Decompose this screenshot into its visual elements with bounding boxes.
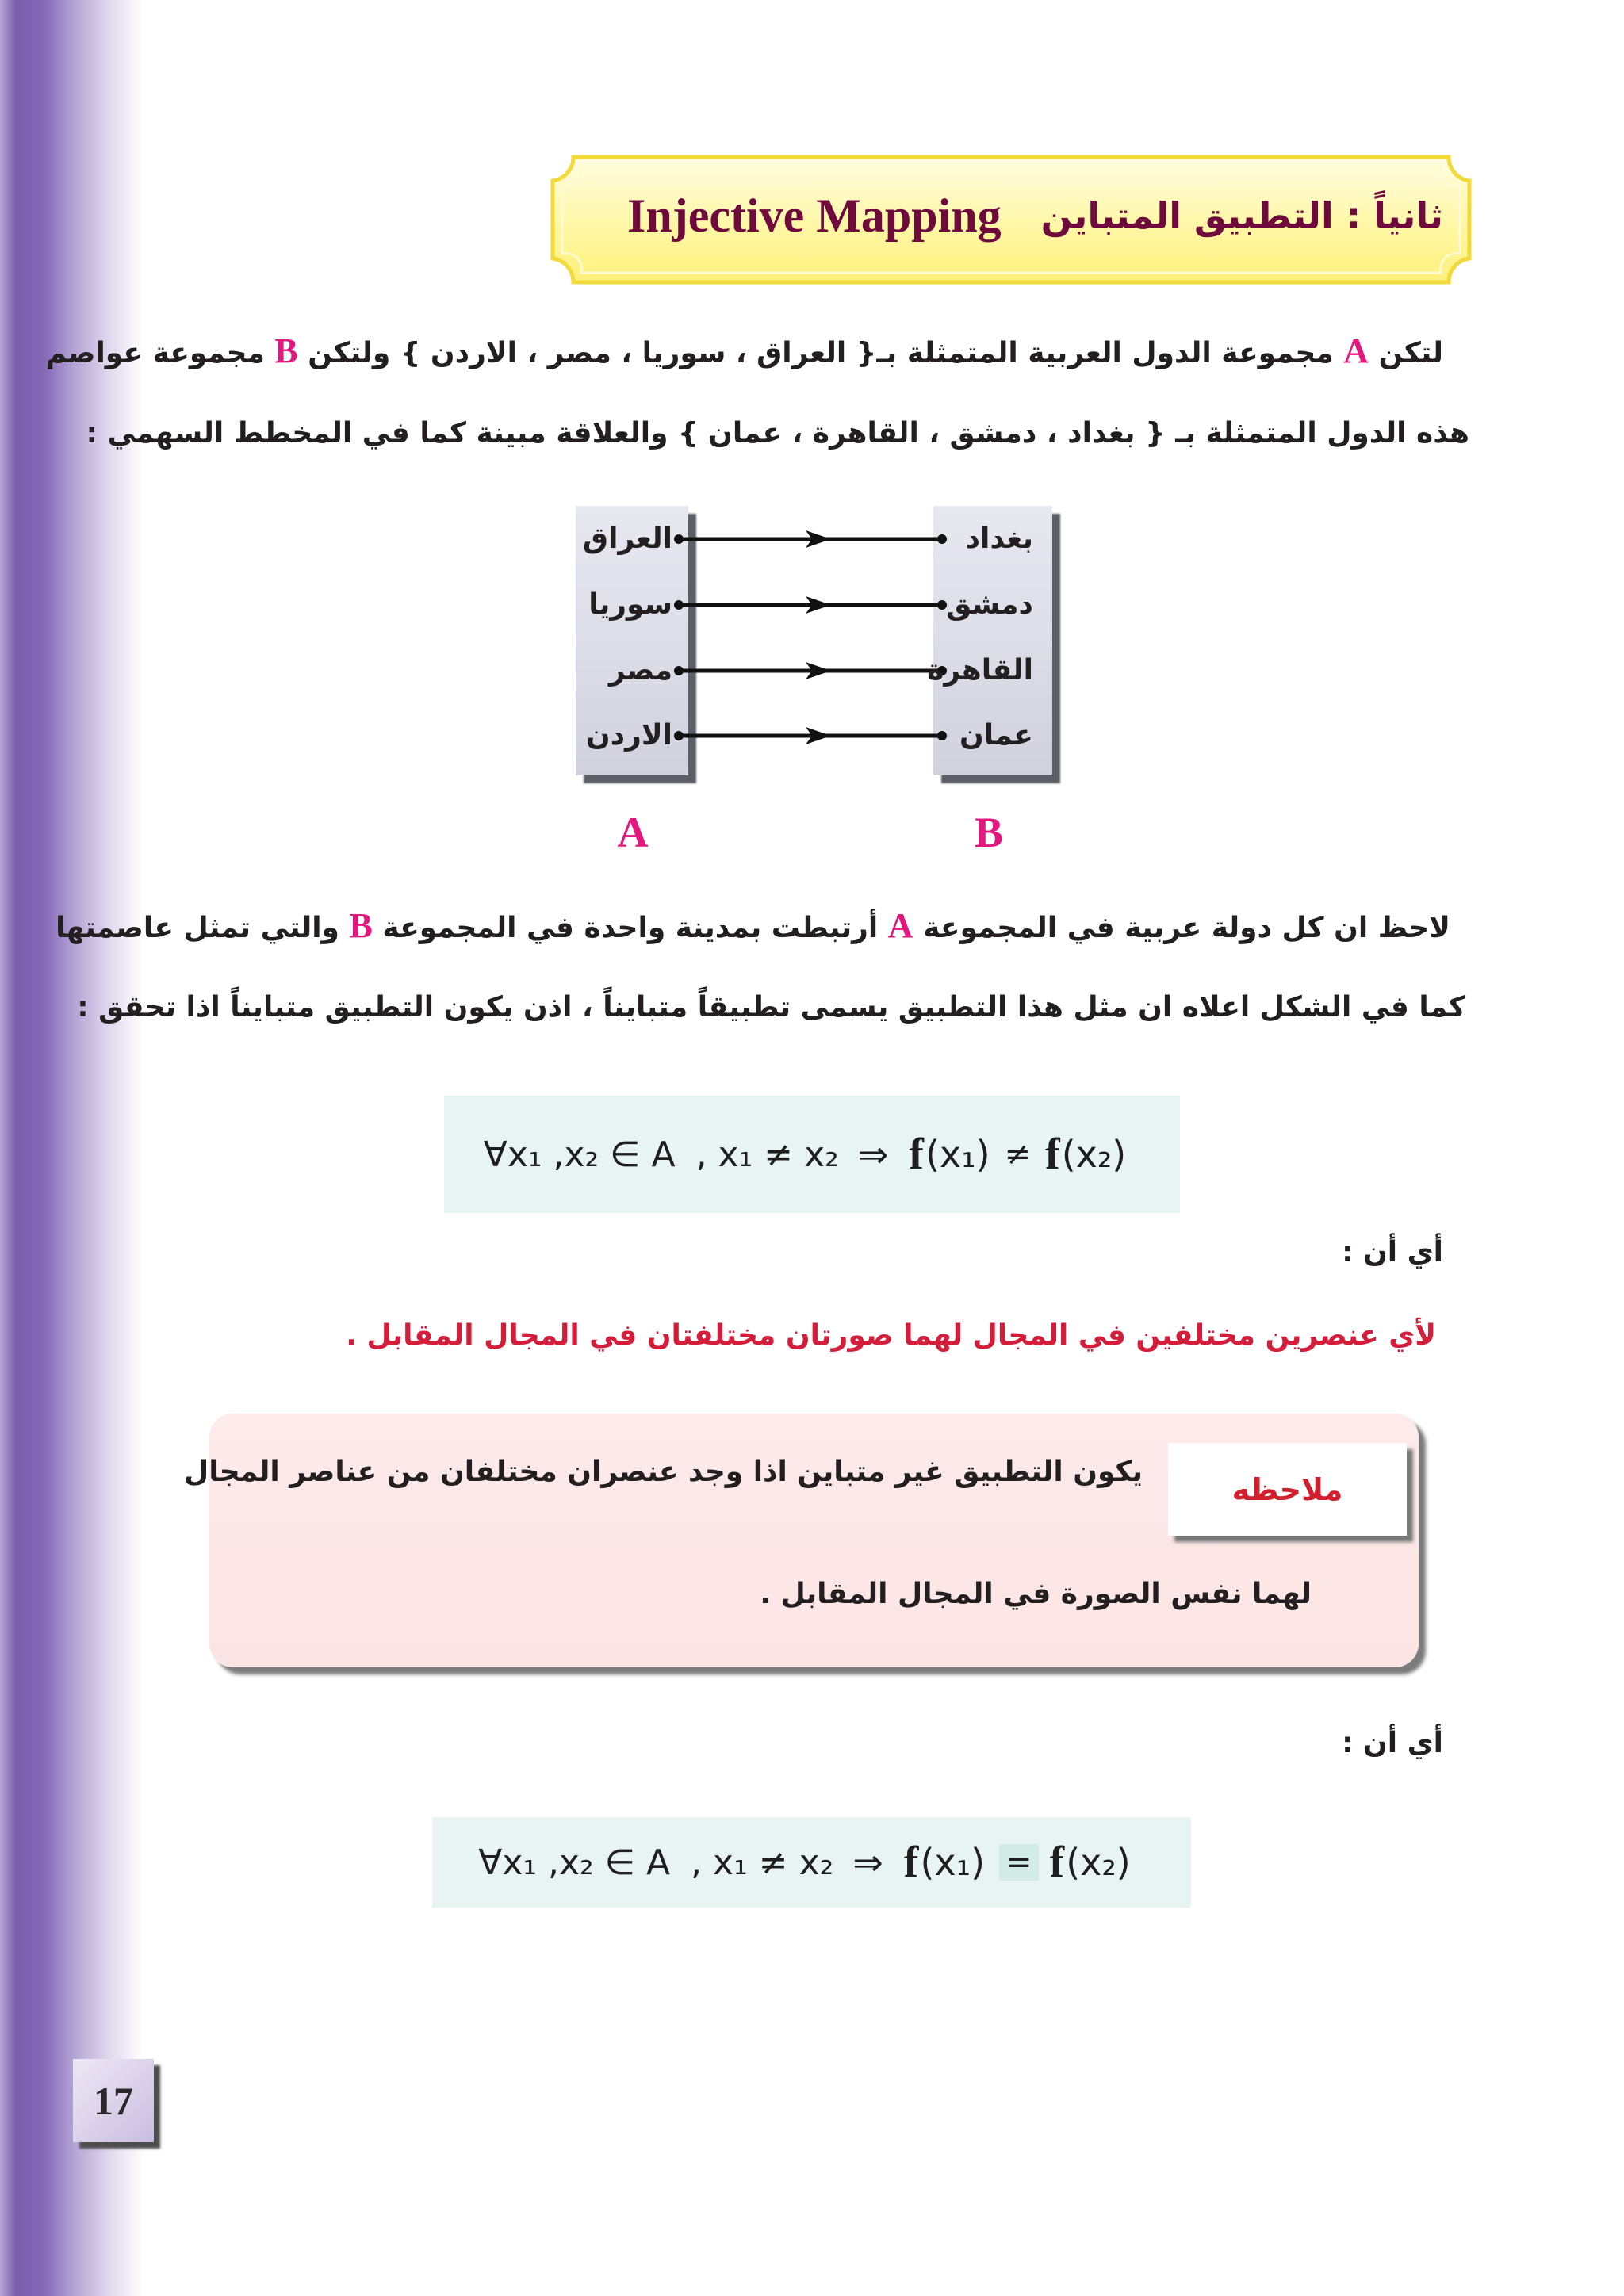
observation-text: والتي تمثل عاصمتها <box>56 912 350 944</box>
non-injective-formula <box>432 1817 1191 1908</box>
formula-premise: , x₁ ≠ x₂ <box>695 1134 839 1175</box>
domain-element: العراق <box>582 522 672 555</box>
formula-argument-1: (x₁) <box>925 1133 990 1176</box>
mapping-arrows <box>666 515 952 753</box>
codomain-element: دمشق <box>946 588 1033 621</box>
injective-statement: لأي عنصرين مختلفين في المجال لهما صورتان مختلفتان في المجال المقابل . <box>346 1319 1436 1352</box>
set-b-label: B <box>974 809 1004 856</box>
intro-text: مجموعة الدول العربية المتمثلة بـ{ العراق ، سوريا ، مصر ، الاردن } ولتكن <box>297 337 1344 369</box>
implies-symbol: ⇒ <box>857 1133 889 1176</box>
mapping-arrow <box>674 596 947 614</box>
equals-symbol: = <box>999 1844 1039 1881</box>
that-is-label: أي أن : <box>1342 1727 1443 1759</box>
note-line-1: يكون التطبيق غير متباين اذا وجد عنصران مختلفان من عناصر المجال <box>184 1456 1143 1488</box>
function-symbol: f <box>903 1838 919 1887</box>
observation-line-1 <box>56 903 1450 949</box>
formula-quantifier: ∀x₁ ,x₂ ∈ A <box>478 1842 671 1883</box>
mapping-arrow <box>674 530 947 548</box>
function-symbol: f <box>909 1130 924 1179</box>
set-b-reference: B <box>274 331 298 370</box>
observation-text: لاحظ ان كل دولة عربية في المجموعة <box>913 912 1450 944</box>
formula-premise: , x₁ ≠ x₂ <box>691 1842 834 1883</box>
page-number: 17 <box>73 2059 154 2142</box>
set-a-reference: A <box>887 906 914 945</box>
codomain-element: عمان <box>959 719 1033 752</box>
domain-element: سوريا <box>588 588 672 621</box>
formula-argument-1: (x₁) <box>920 1841 986 1884</box>
observation-text: أرتبطت بمدينة واحدة في المجموعة <box>372 912 888 944</box>
set-b-reference: B <box>349 906 373 945</box>
formula-quantifier: ∀x₁ ,x₂ ∈ A <box>483 1134 676 1175</box>
domain-element: الاردن <box>585 719 672 752</box>
formula-argument-2: (x₂) <box>1066 1841 1131 1884</box>
note-label: ملاحظه <box>1168 1443 1407 1536</box>
intro-text: مجموعة عواصم <box>45 337 275 369</box>
set-a-label: A <box>617 809 649 856</box>
formula-argument-2: (x₂) <box>1061 1133 1127 1176</box>
intro-line-2: هذه الدول المتمثلة بـ { بغداد ، دمشق ، القاهرة ، عمان } والعلاقة مبينة كما في المخطط السهمي : <box>86 417 1469 450</box>
codomain-element: القاهرة <box>927 654 1033 687</box>
function-symbol: f <box>1049 1838 1065 1887</box>
mapping-arrow <box>674 662 947 679</box>
injective-definition-formula <box>444 1096 1180 1213</box>
observation-line-2: كما في الشكل اعلاه ان مثل هذا التطبيق يسمى تطبيقاً متبايناً ، اذن يكون التطبيق متبايناً اذا تحقق : <box>77 991 1465 1024</box>
that-is-label: أي أن : <box>1342 1236 1443 1269</box>
domain-element: مصر <box>608 654 672 687</box>
intro-line-1 <box>45 328 1443 374</box>
not-equal-symbol: ≠ <box>1004 1136 1032 1173</box>
intro-text: لتكن <box>1368 337 1443 369</box>
section-title-arabic: ثانياً : التطبيق المتباين <box>1040 194 1443 237</box>
section-title-english: Injective Mapping <box>627 189 1002 242</box>
implies-symbol: ⇒ <box>852 1841 883 1884</box>
function-symbol: f <box>1045 1130 1060 1179</box>
note-line-2: لهما نفس الصورة في المجال المقابل . <box>760 1578 1312 1610</box>
mapping-arrow <box>674 727 947 744</box>
codomain-element: بغداد <box>965 522 1033 555</box>
set-a-reference: A <box>1343 331 1369 370</box>
